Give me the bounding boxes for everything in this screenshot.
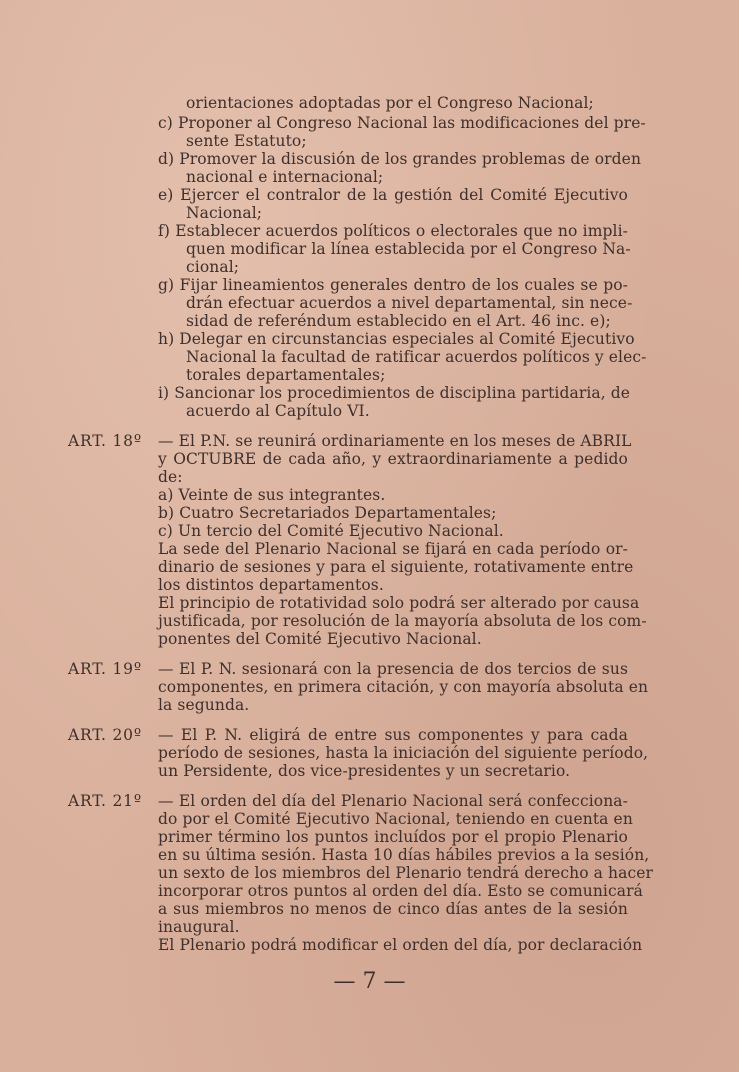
text-line: la segunda. xyxy=(158,696,250,714)
text-line: componentes, en primera citación, y con mayoría absoluta en xyxy=(158,678,649,696)
text-line: nacional e internacional; xyxy=(186,168,384,186)
text-line: b) Cuatro Secretariados Departamentales; xyxy=(158,504,497,522)
text-line: a sus miembros no menos de cinco días antes de la sesión xyxy=(158,900,628,918)
text-line: a) Veinte de sus integrantes. xyxy=(158,486,386,504)
text-line: El principio de rotatividad solo podrá ser alterado por causa xyxy=(158,594,640,612)
text-line: do por el Comité Ejecutivo Nacional, teniendo en cuenta en xyxy=(158,810,633,828)
text-line: — El P. N. eligirá de entre sus componentes y para cada xyxy=(158,726,628,744)
text-line: y OCTUBRE de cada año, y extraordinariamente a pedido xyxy=(158,450,628,468)
text-line: dinario de sesiones y para el siguiente, rotativamente entre xyxy=(158,558,634,576)
text-line: un Persidente, dos vice-presidentes y un secretario. xyxy=(158,762,571,780)
text-line: — El P. N. sesionará con la presencia de dos tercios de sus xyxy=(158,660,628,678)
text-line: ponentes del Comité Ejecutivo Nacional. xyxy=(158,630,482,648)
text-line: c) Un tercio del Comité Ejecutivo Nacional. xyxy=(158,522,504,540)
article-label: ART. 21º xyxy=(68,792,142,810)
text-line: período de sesiones, hasta la iniciación del siguiente período, xyxy=(158,744,649,762)
text-line: en su última sesión. Hasta 10 días hábiles previos a la sesión, xyxy=(158,846,650,864)
article-label: ART. 20º xyxy=(68,726,142,744)
text-line: e) Ejercer el contralor de la gestión del Comité Ejecutivo xyxy=(158,186,628,204)
text-line: — El orden del día del Plenario Nacional será confecciona- xyxy=(158,792,628,810)
text-line: i) Sancionar los procedimientos de disciplina partidaria, de xyxy=(158,384,631,402)
text-line: inaugural. xyxy=(158,918,240,936)
text-line: sidad de referéndum establecido en el Art. 46 inc. e); xyxy=(186,312,611,330)
text-line: Nacional la facultad de ratificar acuerdos políticos y elec- xyxy=(186,348,647,366)
text-line: cional; xyxy=(186,258,240,276)
text-line: torales departamentales; xyxy=(186,366,386,384)
text-line: Nacional; xyxy=(186,204,263,222)
text-line: c) Proponer al Congreso Nacional las modificaciones del pre- xyxy=(158,114,646,132)
text-line: quen modificar la línea establecida por el Congreso Na- xyxy=(186,240,631,258)
text-line: La sede del Plenario Nacional se fijará en cada período or- xyxy=(158,540,628,558)
text-line: h) Delegar en circunstancias especiales al Comité Ejecutivo xyxy=(158,330,635,348)
page-number: — 7 — xyxy=(333,969,406,994)
text-line: sente Estatuto; xyxy=(186,132,307,150)
text-line: f) Establecer acuerdos políticos o electorales que no impli- xyxy=(158,222,628,240)
text-line: d) Promover la discusión de los grandes problemas de orden xyxy=(158,150,642,168)
text-line: drán efectuar acuerdos a nivel departamental, sin nece- xyxy=(186,294,633,312)
text-line: primer término los puntos incluídos por el propio Plenario xyxy=(158,828,628,846)
article-label: ART. 19º xyxy=(68,660,142,678)
text-line: incorporar otros puntos al orden del día. Esto se comunicará xyxy=(158,882,643,900)
text-line: acuerdo al Capítulo VI. xyxy=(186,402,370,420)
text-line: — El P.N. se reunirá ordinariamente en los meses de ABRIL xyxy=(158,432,632,450)
text-line: orientaciones adoptadas por el Congreso Nacional; xyxy=(186,94,594,112)
text-line: justificada, por resolución de la mayoría absoluta de los com- xyxy=(158,612,647,630)
text-line: g) Fijar lineamientos generales dentro de los cuales se po- xyxy=(158,276,628,294)
text-line: un sexto de los miembros del Plenario tendrá derecho a hacer xyxy=(158,864,654,882)
text-line: los distintos departamentos. xyxy=(158,576,384,594)
text-line: de: xyxy=(158,468,183,486)
text-line: El Plenario podrá modificar el orden del día, por declaración xyxy=(158,936,643,954)
article-label: ART. 18º xyxy=(68,432,142,450)
